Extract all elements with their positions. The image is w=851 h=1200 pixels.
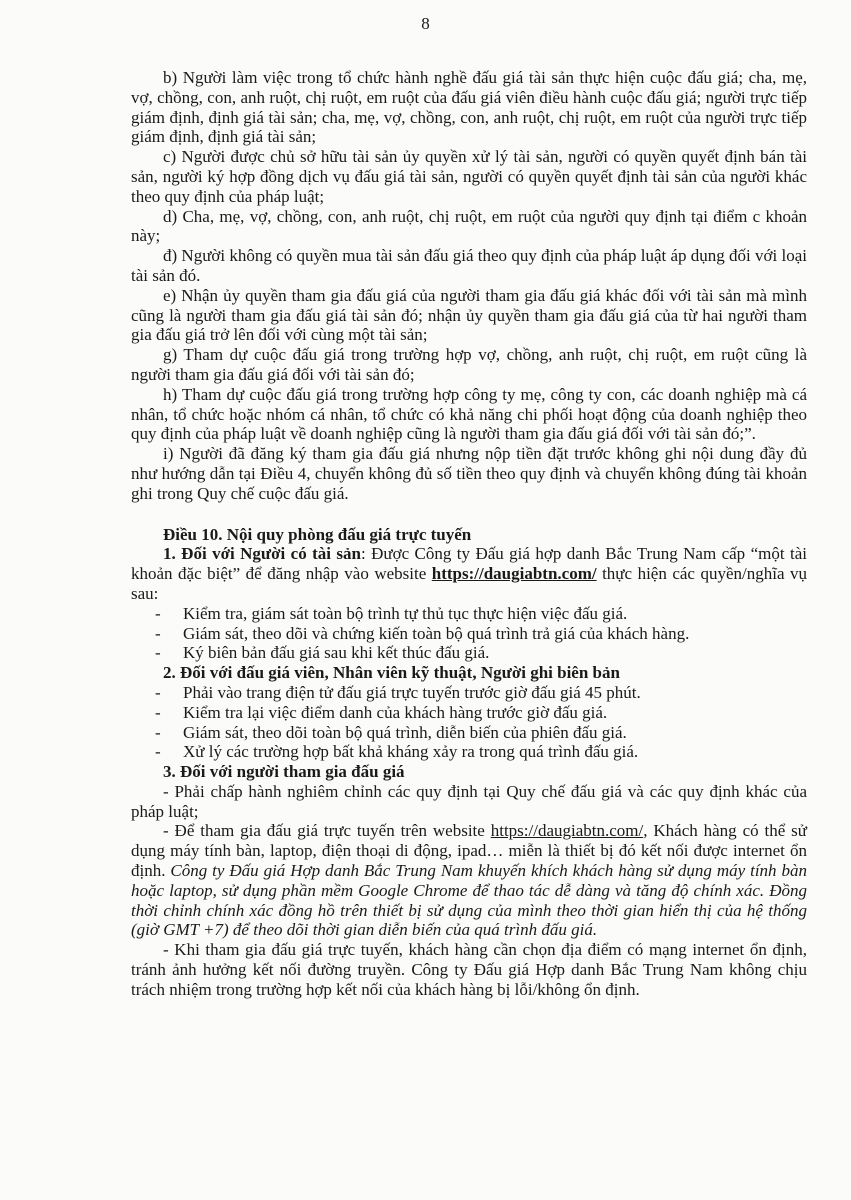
paragraph-dd: đ) Người không có quyền mua tài sản đấu giá theo quy định của pháp luật áp dụng đối với loại tài sản đó. — [131, 246, 807, 285]
paragraph-h: h) Tham dự cuộc đấu giá trong trường hợp công ty mẹ, công ty con, các doanh nghiệp mà cá nhân, tổ chức hoặc nhóm cá nhân, tổ chức có khả năng chi phối hoạt động của doanh nghiệp theo quy định của pháp luật về doanh nghiệp cũng là người tham gia đấu giá đối với tài sản đó;”. — [131, 384, 807, 444]
list-item: - Xử lý các trường hợp bất khả kháng xảy ra trong quá trình đấu giá. — [155, 742, 639, 762]
paragraph-b: b) Người làm việc trong tổ chức hành nghề đấu giá tài sản thực hiện cuộc đấu giá; cha, mẹ, vợ, chồng, con, anh ruột, chị ruột, em ruột của đấu giá viên điều hành cuộc đấu giá; người trực tiếp giám định, định giá tài sản; cha, mẹ, vợ, chồng, con, anh ruột, chị ruột, em ruột của người trực tiếp giám định, định giá tài sản; — [131, 68, 807, 147]
section-1-text-before: : Được Công ty Đấu giá hợp danh Bắc Trung Nam cấp “một tài khoản đặc biệt” để đăng nhập vào website — [131, 544, 807, 584]
list-item: - Kiểm tra, giám sát toàn bộ trình tự thủ tục thực hiện việc đấu giá. — [155, 603, 628, 623]
recommendation-italic: Công ty Đấu giá Hợp danh Bắc Trung Nam khuyến khích khách hàng sử dụng máy tính bàn hoặc laptop, sử dụng phần mềm Google Chrome để thao tác dễ dàng và tăng độ chính xác. Đồng thời chỉnh chính xác đồng hồ trên thiết bị sử dụng của mình theo thời gian hiển thị của hệ thống (giờ GMT +7) để theo dõi thời gian diễn biến của quá trình đấu giá. — [131, 861, 807, 940]
section-2-heading: 2. Đối với đấu giá viên, Nhân viên kỹ thuật, Người ghi biên bản — [163, 663, 620, 683]
paragraph-e: e) Nhận ủy quyền tham gia đấu giá của người tham gia đấu giá khác đối với tài sản mà mình cũng là người tham gia đấu giá tài sản đó; nhận ủy quyền tham gia đấu giá của từ hai người tham gia đấu giá trở lên đối với cùng một tài sản; — [131, 285, 807, 345]
section-3-heading: 3. Đối với người tham gia đấu giá — [163, 762, 405, 782]
list-item: - Phải vào trang điện tử đấu giá trực tuyến trước giờ đấu giá 45 phút. — [155, 682, 641, 702]
list-item: - Ký biên bản đấu giá sau khi kết thúc đấu giá. — [155, 643, 490, 663]
list-item: - Kiểm tra lại việc điểm danh của khách hàng trước giờ đấu giá. — [155, 702, 608, 722]
paragraph-c: c) Người được chủ sở hữu tài sản ủy quyền xử lý tài sản, người có quyền quyết định bán tài sản, người ký hợp đồng dịch vụ đấu giá tài sản, người có quyền quyết định tài sản của người khác theo quy định của pháp luật; — [131, 147, 807, 206]
paragraph-g: g) Tham dự cuộc đấu giá trong trường hợp vợ, chồng, anh ruột, chị ruột, em ruột cũng là người tham gia đấu giá đối với tài sản đó; — [131, 345, 807, 384]
section-1-paragraph — [131, 544, 807, 603]
section-1-heading: 1. Đối với Người có tài sản — [163, 544, 361, 564]
document-body — [131, 68, 807, 1000]
paragraph-d: d) Cha, mẹ, vợ, chồng, con, anh ruột, chị ruột, em ruột của người quy định tại điểm c khoản này; — [131, 206, 807, 246]
section-1-text-after: thực hiện các quyền/nghĩa vụ sau: — [131, 564, 807, 603]
paragraph-i: i) Người đã đăng ký tham gia đấu giá nhưng nộp tiền đặt trước không ghi nội dung đầy đủ như hướng dẫn tại Điều 4, chuyển không đủ số tiền theo quy định và chuyển không đúng tài khoản ghi trong Quy chế cuộc đấu giá. — [131, 444, 807, 503]
section-3-paragraph-2: - Để tham gia đấu giá trực tuyến trên website https://daugiabtn.com/, Khách hàng có thể sử dụng máy tính bàn, laptop, điện thoại di động, ipad… miễn là thiết bị đó kết nối được internet ổn định. Công ty Đấu giá Hợp danh Bắc Trung Nam khuyến khích khách hàng sử dụng máy tính bàn hoặc laptop, sử dụng phần mềm Google Chrome để thao tác dễ dàng và tăng độ chính xác. Đồng thời chỉnh chính xác đồng hồ trên thiết bị sử dụng của mình theo thời gian hiển thị của hệ thống (giờ GMT +7) để theo dõi thời gian diễn biến của quá trình đấu giá. — [131, 821, 807, 940]
article-10-heading: Điều 10. Nội quy phòng đấu giá trực tuyến — [163, 524, 472, 544]
list-item: - Giám sát, theo dõi và chứng kiến toàn bộ quá trình trả giá của khách hàng. — [155, 623, 690, 643]
list-item: - Giám sát, theo dõi toàn bộ quá trình, diễn biến của phiên đấu giá. — [155, 722, 627, 742]
section-3-paragraph-3: - Khi tham gia đấu giá trực tuyến, khách hàng cần chọn địa điểm có mạng internet ổn định, tránh ảnh hưởng kết nối đường truyền. Công ty Đấu giá Hợp danh Bắc Trung Nam không chịu trách nhiệm trong trường hợp kết nối của khách hàng bị lỗi/không ổn định. — [131, 940, 807, 999]
website-link-2[interactable]: https://daugiabtn.com/ — [490, 821, 644, 841]
website-link[interactable]: https://daugiabtn.com/ — [431, 564, 597, 584]
page-number: 8 — [421, 14, 430, 33]
section-3-paragraph-1: - Phải chấp hành nghiêm chỉnh các quy định tại Quy chế đấu giá và các quy định khác của pháp luật; — [131, 781, 807, 821]
